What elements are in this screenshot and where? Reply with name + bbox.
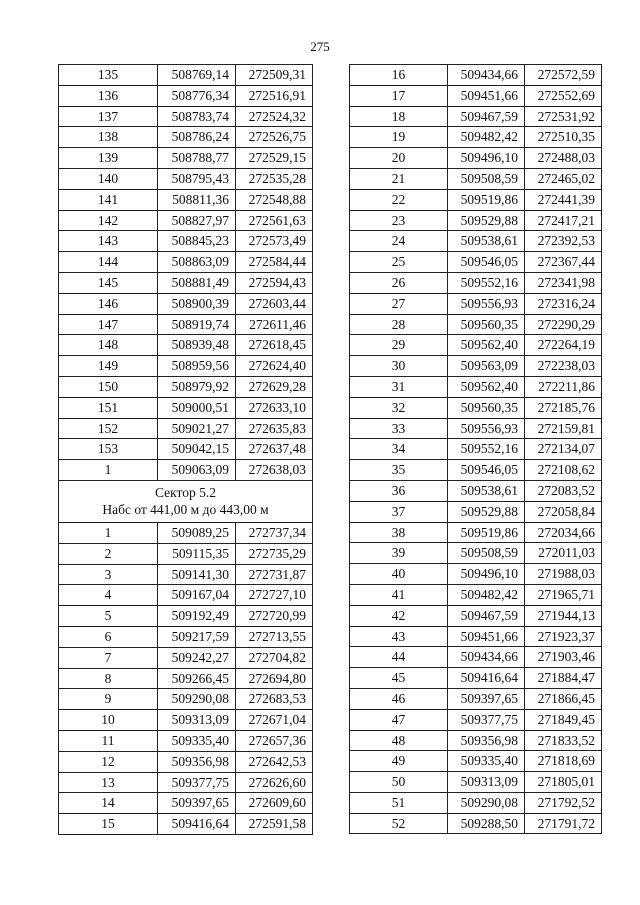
x-coordinate: 508939,48 [158, 335, 236, 356]
x-coordinate: 509519,86 [448, 189, 525, 210]
y-coordinate: 271833,52 [525, 730, 602, 751]
x-coordinate: 508788,77 [158, 148, 236, 169]
y-coordinate: 272524,32 [236, 106, 313, 127]
point-number: 153 [59, 439, 158, 460]
table-row [350, 106, 602, 127]
point-number: 152 [59, 418, 158, 439]
table-row [59, 647, 313, 668]
point-number: 40 [350, 564, 448, 585]
x-coordinate: 508959,56 [158, 356, 236, 377]
section-header-row [59, 480, 313, 522]
y-coordinate: 272671,04 [236, 710, 313, 731]
y-coordinate: 272058,84 [525, 501, 602, 522]
point-number: 41 [350, 584, 448, 605]
y-coordinate: 271818,69 [525, 751, 602, 772]
point-number: 143 [59, 231, 158, 252]
x-coordinate: 509000,51 [158, 397, 236, 418]
point-number: 151 [59, 397, 158, 418]
point-number: 37 [350, 501, 448, 522]
x-coordinate: 509529,88 [448, 501, 525, 522]
table-row [350, 605, 602, 626]
x-coordinate: 509451,66 [448, 626, 525, 647]
table-row [59, 751, 313, 772]
table-row [350, 293, 602, 314]
y-coordinate: 272290,29 [525, 314, 602, 335]
point-number: 144 [59, 252, 158, 273]
table-row [59, 106, 313, 127]
y-coordinate: 272392,53 [525, 231, 602, 252]
table-row [59, 564, 313, 585]
table-row [350, 272, 602, 293]
table-row [350, 564, 602, 585]
y-coordinate: 272731,87 [236, 564, 313, 585]
table-row [59, 522, 313, 543]
x-coordinate: 509288,50 [448, 813, 525, 834]
x-coordinate: 509560,35 [448, 314, 525, 335]
y-coordinate: 272552,69 [525, 85, 602, 106]
x-coordinate: 508811,36 [158, 189, 236, 210]
y-coordinate: 271884,47 [525, 668, 602, 689]
y-coordinate: 272367,44 [525, 252, 602, 273]
y-coordinate: 272633,10 [236, 397, 313, 418]
y-coordinate: 272529,15 [236, 148, 313, 169]
y-coordinate: 272108,62 [525, 460, 602, 481]
point-number: 139 [59, 148, 158, 169]
point-number: 32 [350, 397, 448, 418]
table-row [350, 335, 602, 356]
table-row [350, 210, 602, 231]
point-number: 23 [350, 210, 448, 231]
point-number: 28 [350, 314, 448, 335]
point-number: 30 [350, 356, 448, 377]
x-coordinate: 509482,42 [448, 584, 525, 605]
x-coordinate: 509416,64 [158, 814, 236, 835]
point-number: 31 [350, 376, 448, 397]
point-number: 52 [350, 813, 448, 834]
table-row [350, 127, 602, 148]
point-number: 7 [59, 647, 158, 668]
point-number: 49 [350, 751, 448, 772]
point-number: 43 [350, 626, 448, 647]
x-coordinate: 508845,23 [158, 231, 236, 252]
x-coordinate: 509397,65 [158, 793, 236, 814]
table-row [350, 397, 602, 418]
point-number: 29 [350, 335, 448, 356]
y-coordinate: 272642,53 [236, 751, 313, 772]
y-coordinate: 272629,28 [236, 376, 313, 397]
x-coordinate: 509167,04 [158, 585, 236, 606]
y-coordinate: 271988,03 [525, 564, 602, 585]
y-coordinate: 272657,36 [236, 730, 313, 751]
y-coordinate: 272638,03 [236, 460, 313, 481]
point-number: 142 [59, 210, 158, 231]
table-row [350, 751, 602, 772]
point-number: 13 [59, 772, 158, 793]
table-row [59, 376, 313, 397]
y-coordinate: 271792,52 [525, 792, 602, 813]
y-coordinate: 272611,46 [236, 314, 313, 335]
y-coordinate: 272238,03 [525, 356, 602, 377]
x-coordinate: 509313,09 [448, 772, 525, 793]
x-coordinate: 509508,59 [448, 168, 525, 189]
y-coordinate: 271805,01 [525, 772, 602, 793]
table-row [350, 460, 602, 481]
table-row [350, 85, 602, 106]
point-number: 42 [350, 605, 448, 626]
table-row [59, 585, 313, 606]
x-coordinate: 509496,10 [448, 564, 525, 585]
x-coordinate: 509377,75 [158, 772, 236, 793]
x-coordinate: 509538,61 [448, 480, 525, 501]
table-row [350, 480, 602, 501]
point-number: 137 [59, 106, 158, 127]
x-coordinate: 509335,40 [448, 751, 525, 772]
x-coordinate: 508769,14 [158, 65, 236, 86]
section-title: Сектор 5.2 [154, 485, 216, 501]
y-coordinate: 272159,81 [525, 418, 602, 439]
table-row [350, 668, 602, 689]
y-coordinate: 272510,35 [525, 127, 602, 148]
right-coordinates-table [349, 64, 602, 834]
table-row [59, 252, 313, 273]
x-coordinate: 509217,59 [158, 626, 236, 647]
table-row [59, 85, 313, 106]
point-number: 46 [350, 688, 448, 709]
point-number: 14 [59, 793, 158, 814]
table-row [59, 793, 313, 814]
point-number: 44 [350, 647, 448, 668]
point-number: 4 [59, 585, 158, 606]
table-row [350, 813, 602, 834]
point-number: 146 [59, 293, 158, 314]
y-coordinate: 272316,24 [525, 293, 602, 314]
x-coordinate: 509538,61 [448, 231, 525, 252]
point-number: 19 [350, 127, 448, 148]
point-number: 21 [350, 168, 448, 189]
table-row [59, 710, 313, 731]
x-coordinate: 509482,42 [448, 127, 525, 148]
point-number: 10 [59, 710, 158, 731]
table-row [59, 189, 313, 210]
y-coordinate: 272594,43 [236, 272, 313, 293]
table-row [59, 127, 313, 148]
y-coordinate: 272548,88 [236, 189, 313, 210]
table-row [59, 626, 313, 647]
table-row [350, 501, 602, 522]
x-coordinate: 509552,16 [448, 272, 525, 293]
table-row [59, 314, 313, 335]
table-row [59, 231, 313, 252]
table-row [350, 314, 602, 335]
y-coordinate: 272572,59 [525, 65, 602, 86]
y-coordinate: 272509,31 [236, 65, 313, 86]
point-number: 150 [59, 376, 158, 397]
y-coordinate: 271903,46 [525, 647, 602, 668]
table-row [350, 647, 602, 668]
x-coordinate: 509556,93 [448, 418, 525, 439]
y-coordinate: 272211,86 [525, 376, 602, 397]
point-number: 35 [350, 460, 448, 481]
table-row [59, 65, 313, 86]
point-number: 24 [350, 231, 448, 252]
table-row [350, 231, 602, 252]
point-number: 39 [350, 543, 448, 564]
table-row [59, 689, 313, 710]
table-row [59, 356, 313, 377]
table-row [350, 168, 602, 189]
point-number: 136 [59, 85, 158, 106]
x-coordinate: 509266,45 [158, 668, 236, 689]
point-number: 147 [59, 314, 158, 335]
y-coordinate: 271965,71 [525, 584, 602, 605]
point-number: 145 [59, 272, 158, 293]
table-row [350, 709, 602, 730]
y-coordinate: 272737,34 [236, 522, 313, 543]
table-row [59, 439, 313, 460]
y-coordinate: 271791,72 [525, 813, 602, 834]
table-row [350, 418, 602, 439]
x-coordinate: 508786,24 [158, 127, 236, 148]
y-coordinate: 272264,19 [525, 335, 602, 356]
y-coordinate: 272591,58 [236, 814, 313, 835]
y-coordinate: 272573,49 [236, 231, 313, 252]
point-number: 135 [59, 65, 158, 86]
y-coordinate: 272609,60 [236, 793, 313, 814]
point-number: 140 [59, 168, 158, 189]
x-coordinate: 509434,66 [448, 647, 525, 668]
x-coordinate: 509552,16 [448, 439, 525, 460]
point-number: 6 [59, 626, 158, 647]
table-row [59, 814, 313, 835]
point-number: 26 [350, 272, 448, 293]
y-coordinate: 272624,40 [236, 356, 313, 377]
x-coordinate: 508881,49 [158, 272, 236, 293]
y-coordinate: 272720,99 [236, 606, 313, 627]
y-coordinate: 272011,03 [525, 543, 602, 564]
table-row [59, 397, 313, 418]
x-coordinate: 509356,98 [158, 751, 236, 772]
x-coordinate: 509562,40 [448, 335, 525, 356]
point-number: 149 [59, 356, 158, 377]
y-coordinate: 272083,52 [525, 480, 602, 501]
left-coordinates-table [58, 64, 313, 835]
y-coordinate: 272341,98 [525, 272, 602, 293]
point-number: 9 [59, 689, 158, 710]
point-number: 5 [59, 606, 158, 627]
table-row [350, 730, 602, 751]
x-coordinate: 509115,35 [158, 543, 236, 564]
point-number: 2 [59, 543, 158, 564]
table-row [59, 668, 313, 689]
x-coordinate: 509467,59 [448, 605, 525, 626]
y-coordinate: 272488,03 [525, 148, 602, 169]
table-row [350, 439, 602, 460]
y-coordinate: 272526,75 [236, 127, 313, 148]
point-number: 48 [350, 730, 448, 751]
y-coordinate: 272735,29 [236, 543, 313, 564]
x-coordinate: 509519,86 [448, 522, 525, 543]
y-coordinate: 272713,55 [236, 626, 313, 647]
table-row [59, 148, 313, 169]
point-number: 11 [59, 730, 158, 751]
x-coordinate: 509141,30 [158, 564, 236, 585]
table-row [350, 376, 602, 397]
table-row [59, 210, 313, 231]
table-row [59, 293, 313, 314]
point-number: 45 [350, 668, 448, 689]
x-coordinate: 509089,25 [158, 522, 236, 543]
x-coordinate: 509467,59 [448, 106, 525, 127]
table-row [59, 606, 313, 627]
x-coordinate: 508776,34 [158, 85, 236, 106]
y-coordinate: 272465,02 [525, 168, 602, 189]
x-coordinate: 509529,88 [448, 210, 525, 231]
point-number: 34 [350, 439, 448, 460]
x-coordinate: 509416,64 [448, 668, 525, 689]
table-row [59, 543, 313, 564]
x-coordinate: 509042,15 [158, 439, 236, 460]
y-coordinate: 271923,37 [525, 626, 602, 647]
x-coordinate: 509377,75 [448, 709, 525, 730]
point-number: 25 [350, 252, 448, 273]
table-row [350, 189, 602, 210]
y-coordinate: 272683,53 [236, 689, 313, 710]
x-coordinate: 509290,08 [158, 689, 236, 710]
table-row [350, 772, 602, 793]
point-number: 22 [350, 189, 448, 210]
x-coordinate: 509290,08 [448, 792, 525, 813]
point-number: 148 [59, 335, 158, 356]
y-coordinate: 272134,07 [525, 439, 602, 460]
table-row [350, 792, 602, 813]
y-coordinate: 272727,10 [236, 585, 313, 606]
x-coordinate: 509560,35 [448, 397, 525, 418]
page-number: 275 [310, 39, 330, 54]
point-number: 16 [350, 65, 448, 86]
section-header [59, 480, 313, 522]
y-coordinate: 272704,82 [236, 647, 313, 668]
x-coordinate: 509562,40 [448, 376, 525, 397]
x-coordinate: 509063,09 [158, 460, 236, 481]
point-number: 20 [350, 148, 448, 169]
table-row [350, 252, 602, 273]
x-coordinate: 509313,09 [158, 710, 236, 731]
point-number: 47 [350, 709, 448, 730]
x-coordinate: 509508,59 [448, 543, 525, 564]
x-coordinate: 509021,27 [158, 418, 236, 439]
x-coordinate: 509451,66 [448, 85, 525, 106]
y-coordinate: 272637,48 [236, 439, 313, 460]
y-coordinate: 272561,63 [236, 210, 313, 231]
point-number: 18 [350, 106, 448, 127]
point-number: 141 [59, 189, 158, 210]
table-row [350, 584, 602, 605]
x-coordinate: 508827,97 [158, 210, 236, 231]
y-coordinate: 271944,13 [525, 605, 602, 626]
x-coordinate: 508979,92 [158, 376, 236, 397]
y-coordinate: 271849,45 [525, 709, 602, 730]
point-number: 138 [59, 127, 158, 148]
y-coordinate: 272626,60 [236, 772, 313, 793]
y-coordinate: 272441,39 [525, 189, 602, 210]
x-coordinate: 508900,39 [158, 293, 236, 314]
point-number: 50 [350, 772, 448, 793]
x-coordinate: 509556,93 [448, 293, 525, 314]
y-coordinate: 272584,44 [236, 252, 313, 273]
table-row [59, 460, 313, 481]
table-row [350, 65, 602, 86]
table-row [350, 522, 602, 543]
table-row [59, 168, 313, 189]
x-coordinate: 509242,27 [158, 647, 236, 668]
y-coordinate: 272034,66 [525, 522, 602, 543]
y-coordinate: 271866,45 [525, 688, 602, 709]
point-number: 17 [350, 85, 448, 106]
x-coordinate: 508863,09 [158, 252, 236, 273]
x-coordinate: 509335,40 [158, 730, 236, 751]
y-coordinate: 272535,28 [236, 168, 313, 189]
y-coordinate: 272531,92 [525, 106, 602, 127]
x-coordinate: 508783,74 [158, 106, 236, 127]
x-coordinate: 509192,49 [158, 606, 236, 627]
x-coordinate: 509563,09 [448, 356, 525, 377]
point-number: 8 [59, 668, 158, 689]
y-coordinate: 272694,80 [236, 668, 313, 689]
table-row [59, 418, 313, 439]
point-number: 12 [59, 751, 158, 772]
table-row [59, 772, 313, 793]
x-coordinate: 509356,98 [448, 730, 525, 751]
y-coordinate: 272635,83 [236, 418, 313, 439]
table-row [350, 688, 602, 709]
x-coordinate: 508795,43 [158, 168, 236, 189]
table-row [350, 356, 602, 377]
point-number: 3 [59, 564, 158, 585]
y-coordinate: 272618,45 [236, 335, 313, 356]
point-number: 27 [350, 293, 448, 314]
point-number: 1 [59, 522, 158, 543]
point-number: 51 [350, 792, 448, 813]
point-number: 36 [350, 480, 448, 501]
point-number: 1 [59, 460, 158, 481]
point-number: 38 [350, 522, 448, 543]
table-row [59, 730, 313, 751]
x-coordinate: 509546,05 [448, 460, 525, 481]
x-coordinate: 509496,10 [448, 148, 525, 169]
table-row [59, 335, 313, 356]
point-number: 33 [350, 418, 448, 439]
table-row [350, 626, 602, 647]
y-coordinate: 272185,76 [525, 397, 602, 418]
point-number: 15 [59, 814, 158, 835]
x-coordinate: 509546,05 [448, 252, 525, 273]
x-coordinate: 509434,66 [448, 65, 525, 86]
table-row [59, 272, 313, 293]
table-row [350, 543, 602, 564]
table-row [350, 148, 602, 169]
y-coordinate: 272516,91 [236, 85, 313, 106]
y-coordinate: 272417,21 [525, 210, 602, 231]
section-subtitle: Набс от 441,00 м до 443,00 м [102, 502, 269, 518]
x-coordinate: 509397,65 [448, 688, 525, 709]
y-coordinate: 272603,44 [236, 293, 313, 314]
x-coordinate: 508919,74 [158, 314, 236, 335]
